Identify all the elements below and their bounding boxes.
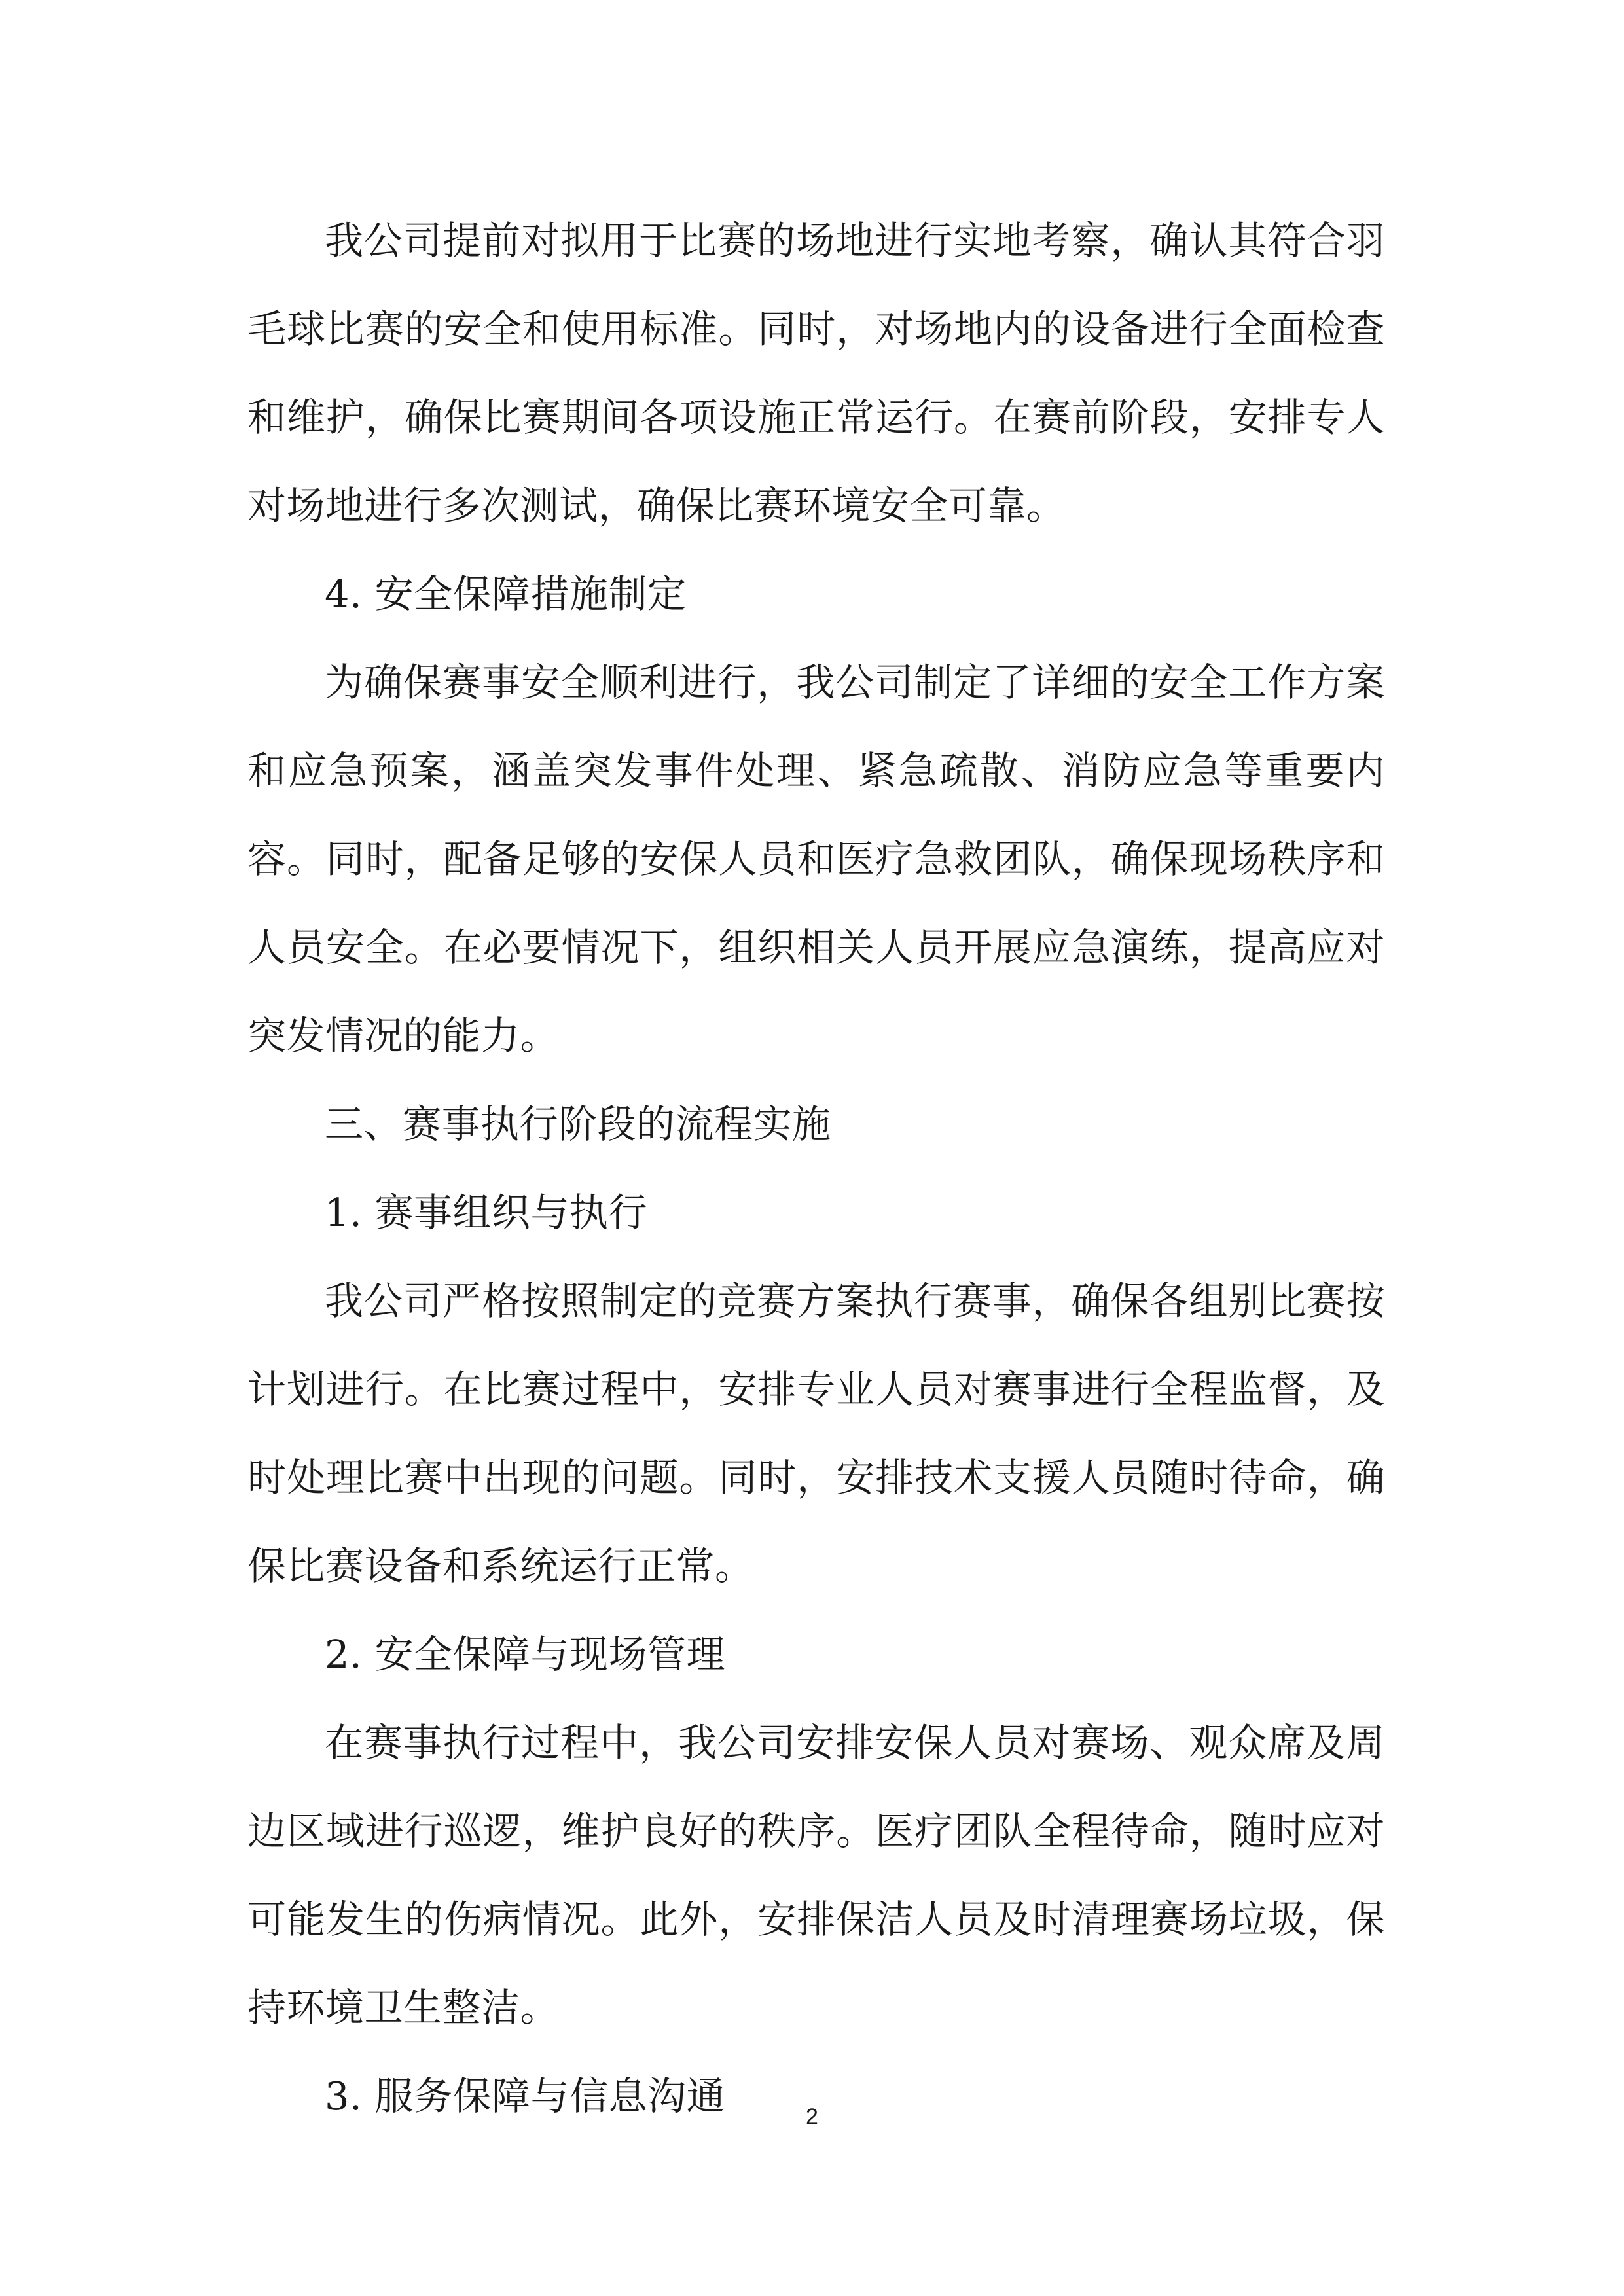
heading-event-organization: 1. 赛事组织与执行 bbox=[325, 1190, 648, 1235]
paragraph-venue-inspection: 我公司提前对拟用于比赛的场地进行实地考察，确认其符合羽毛球比赛的安全和使用标准。同时，对场地内的设备进行全面检查和维护，确保比赛期间各项设施正常运行。在赛前阶段，安排专人对场地进行多次测试，确保比赛环境安全可靠。 bbox=[247, 218, 1385, 528]
paragraph-onsite-management: 在赛事执行过程中，我公司安排安保人员对赛场、观众席及周边区域进行巡逻，维护良好的秩序。医疗团队全程待命，随时应对可能发生的伤病情况。此外，安排保洁人员及时清理赛场垃圾，保持环境卫生整洁。 bbox=[247, 1720, 1385, 2030]
heading-onsite-management: 2. 安全保障与现场管理 bbox=[325, 1632, 726, 1677]
paragraph-event-execution: 我公司严格按照制定的竞赛方案执行赛事，确保各组别比赛按计划进行。在比赛过程中，安排专业人员对赛事进行全程监督，及时处理比赛中出现的问题。同时，安排技术支援人员随时待命，确保比赛设备和系统运行正常。 bbox=[247, 1278, 1385, 1588]
page-number: 2 bbox=[806, 2104, 818, 2129]
heading-section-three: 三、赛事执行阶段的流程实施 bbox=[325, 1102, 831, 1147]
heading-service-communication: 3. 服务保障与信息沟通 bbox=[325, 2073, 726, 2119]
document-body bbox=[247, 196, 1385, 2140]
heading-safety-measures: 4. 安全保障措施制定 bbox=[325, 571, 687, 617]
paragraph-safety-plan: 为确保赛事安全顺利进行，我公司制定了详细的安全工作方案和应急预案，涵盖突发事件处理、紧急疏散、消防应急等重要内容。同时，配备足够的安保人员和医疗急救团队，确保现场秩序和人员安全。在必要情况下，组织相关人员开展应急演练，提高应对突发情况的能力。 bbox=[247, 660, 1385, 1058]
